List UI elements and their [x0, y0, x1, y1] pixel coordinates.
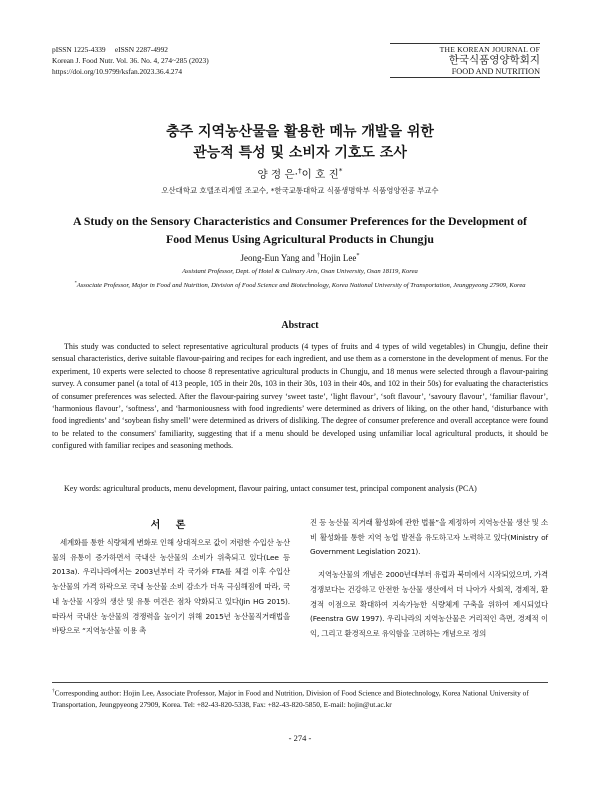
affiliation-star: *: [338, 166, 343, 175]
journal-name-ko: 한국식품영양학회지: [448, 54, 540, 66]
affiliation-english-2-text: Associate Professor, Major in Food and Nutrition, Division of Food Science and Biotechnology, Korea National University of Transportation, Jeungpyeong 27909, Korea: [76, 282, 526, 290]
title-korean: [0, 122, 600, 164]
affiliation-star-en: *: [356, 252, 360, 259]
authors-korean: [0, 166, 600, 182]
author-en-1: Jeong-Eun Yang and: [240, 253, 317, 263]
abstract-body: This study was conducted to select representative agricultural products (4 types of fruits and 4 types of wild vegetables) in Chungju, define their sensual characteristics, derive suitable flavour-pairing and recipes for each ingredient, and use them as a cornerstone in the development of menus. For the experiment, 10 experts were selected to choose 8 representative agricultural products in Chungju, and 18 menus were selected through a flavour-pairing survey. A consumer panel (a total of 413 people, 105 in their 20s, 103 in their 30s, 103 in their 40s, and 102 in their 50s) for evaluating the characteristics of consumer preferences was selected. After the flavour-pairing survey ‘sweet taste’, ‘light flavour’, ‘soft flavour’, ‘savoury flavour’, ‘familiar flavour’, ‘harmonious flavour’, ‘softness’, and ‘harmoniousness with food ingredients’ were determined as drivers of liking, on the other hand, ‘disturbance with food ingredients’ and ‘soybean fishy smell’ were determined as drivers of disliking. The degree of consumer preference and overall acceptance were found to be related to the consumers' familiarity, suggesting that if a menu should be developed using unfamiliar local agricultural products, it should be configured with familiar recipes and seasoning methods.: [52, 342, 548, 451]
page-number: - 274 -: [288, 733, 312, 743]
body-paragraph: 세계화를 통한 식량체계 변화로 인해 상대적으로 값이 저렴한 수입산 농산물의 유통이 증가하면서 국내산 농산물의 소비가 위축되고 있다(Lee 등 2013a). 우리나라에서는 2003년부터 각 국가와 FTA를 체결 이후 수입산 농산물의 가격 하락으로 국내 농산물 소비 감소가 더욱 극심해짐에 따라, 국내 농산물 시장의 생산 및 유통 여건은 점차 약화되고 있다(Jin HG 2015). 따라서 국내산 농산물의 경쟁력을 높이기 위해 2015년 농산물직거래법을 바탕으로 “지역농산물 이용 촉: [52, 538, 290, 636]
body-paragraph: 지역농산물의 개념은 2000년대부터 유럽과 북미에서 시작되었으며, 가격 경쟁보다는 건강하고 안전한 농산물 생산에서 더 나아가 사회적, 경제적, 환경적 이점으로 확대하여 지속가능한 식량체계 구축을 위하여 제시되었다(Feenstra GW 1997). 우리나라의 지역농산물은 거리적인 측면, 경제적 이익, 그리고 환경적으로 유익함을 고려하는 개념으로 정의: [310, 570, 548, 638]
journal-citation-block: [52, 44, 209, 77]
issn-line: pISSN 1225-4339 eISSN 2287-4992: [52, 45, 168, 54]
title-english: [40, 212, 560, 248]
doi-link[interactable]: https://doi.org/10.9799/ksfan.2023.36.4.274: [52, 67, 183, 76]
author-ko-1: 양 정 은: [257, 168, 295, 181]
journal-name-en-bottom: FOOD AND NUTRITION: [451, 67, 540, 76]
title-korean-line1: 충주 지역농산물을 활용한 메뉴 개발을 위한: [166, 124, 434, 140]
body-paragraph: 진 등 농산물 직거래 활성화에 관한 법률”을 제정하여 지역농산물 생산 및 소비 활성화를 통한 지역 농업 발전을 유도하고자 노력하고 있다(Ministry of Government Legislation 2021).: [310, 518, 548, 557]
corresponding-author-footnote: [52, 685, 548, 711]
footnote-text: Corresponding author: Hojin Lee, Associate Professor, Major in Food and Nutrition, Division of Food Science and Biotechnology, Korea National University of Transportation, Jeungpyeong 27909, Korea. Tel: +82-43-820-5338, Fax: +82-43-820-5850, E-mail: hojin@ut.ac.kr: [52, 688, 529, 710]
header-rule-top: [390, 43, 540, 44]
header-rule-bottom: [390, 77, 540, 78]
citation-line: Korean J. Food Nutr. Vol. 36. No. 4, 274~285 (2023): [52, 56, 209, 65]
affiliation-english-2-star: *: [74, 280, 77, 285]
footnote-rule: [52, 682, 548, 683]
author-en-2: Hojin Lee: [320, 253, 357, 263]
body-left-column: [52, 536, 290, 639]
footnote-mark: †: [52, 688, 55, 694]
affiliation-korean: 오산대학교 호텔조리계열 조교수, *한국교통대학교 식품생명학부 식품영양전공 부교수: [161, 186, 439, 195]
journal-name-block: [390, 43, 540, 78]
body-right-column: [310, 516, 548, 642]
author-ko-2: 이 호 진: [301, 168, 339, 181]
corresponding-mark: †: [298, 166, 302, 175]
journal-name-en-top: THE KOREAN JOURNAL OF: [439, 45, 540, 54]
abstract-heading: Abstract: [281, 320, 319, 331]
affiliation-english: [40, 266, 560, 291]
keywords: Key words: agricultural products, menu development, flavour pairing, untact consumer test, principal component analysis (PCA): [64, 484, 477, 493]
corresponding-mark-en: †: [316, 252, 321, 259]
title-korean-line2: 관능적 특성 및 소비자 기호도 조사: [193, 145, 407, 161]
author-ko-separator: ·: [294, 168, 298, 181]
affiliation-english-1: Assistant Professor, Dept. of Hotel & Culinary Arts, Osan University, Osan 18119, Korea: [182, 268, 418, 275]
section-heading-introduction: 서 론: [150, 520, 192, 531]
title-english-line2: Food Menus Using Agricultural Products in Chungju: [166, 232, 434, 246]
affiliation-english-2: [40, 277, 560, 291]
title-english-line1: A Study on the Sensory Characteristics and Consumer Preferences for the Development of: [73, 214, 527, 228]
authors-english: [0, 252, 600, 263]
